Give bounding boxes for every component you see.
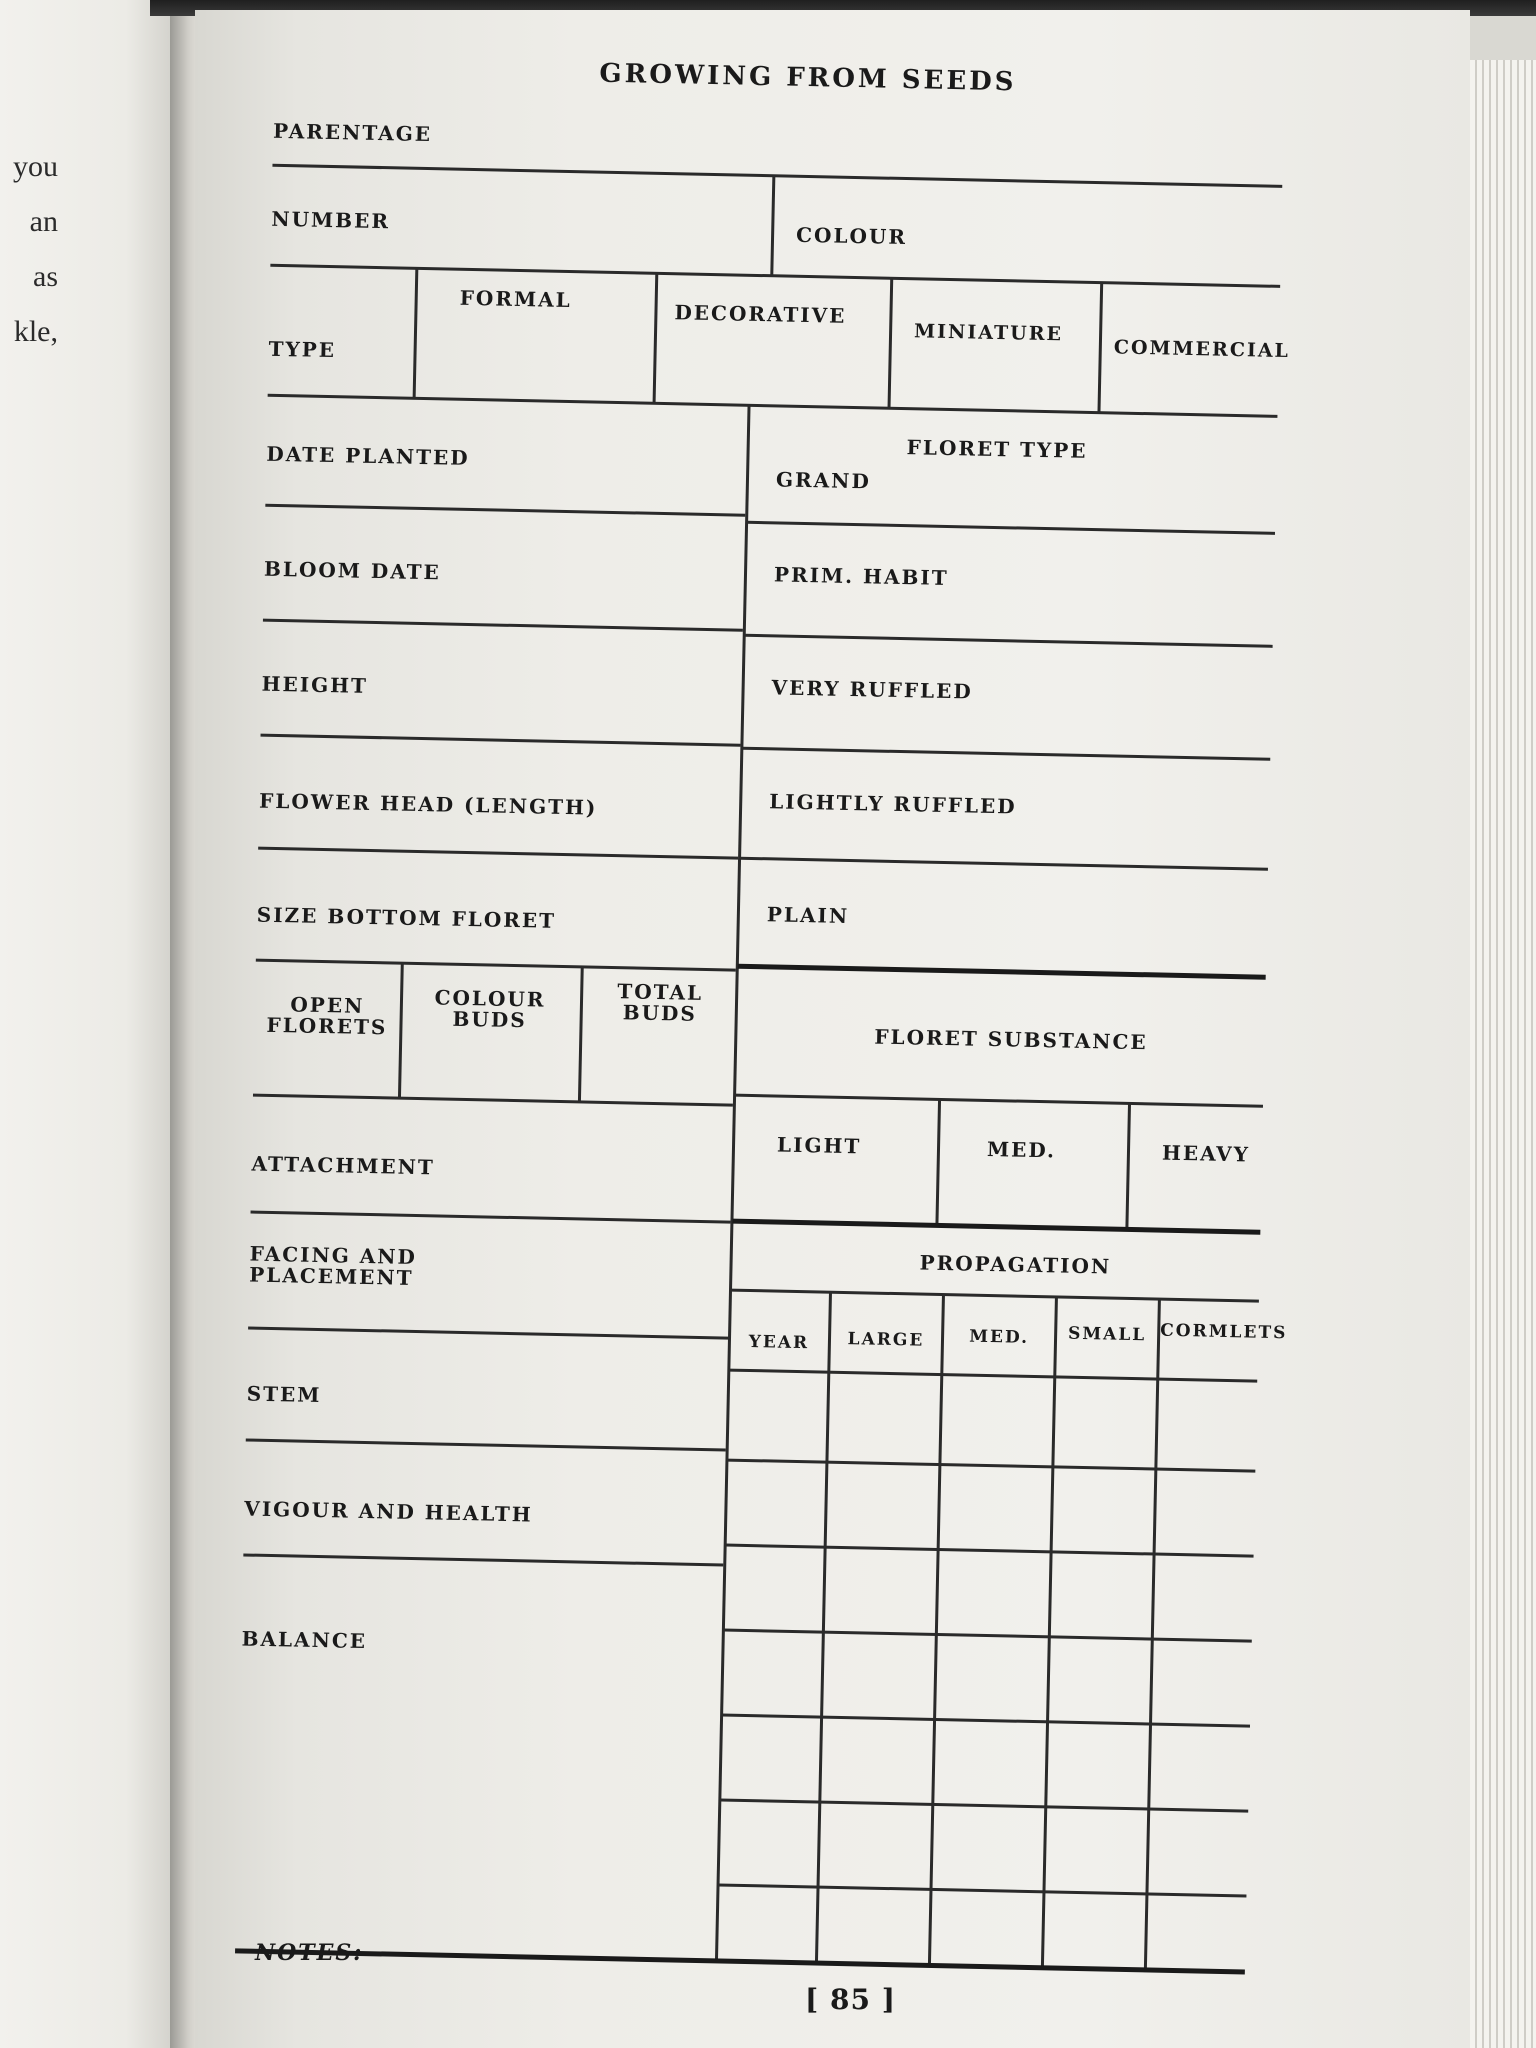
propagation-col-med: MED. xyxy=(968,1326,1030,1348)
type-divider xyxy=(1097,282,1103,412)
propagation-row-line xyxy=(727,1459,1255,1473)
substance-divider xyxy=(1125,1103,1131,1228)
notes-label: NOTES: xyxy=(255,1940,364,1966)
substance-line xyxy=(735,1094,1263,1108)
open-florets-line1: OPEN xyxy=(290,992,365,1018)
propagation-col-cormlets: CORMLETS xyxy=(1160,1320,1288,1344)
number-colour-divider xyxy=(770,175,775,275)
facing-line1: FACING AND xyxy=(249,1241,418,1270)
propagation-col-large: LARGE xyxy=(847,1329,925,1351)
propagation-row-line xyxy=(726,1544,1254,1558)
total-buds-line2: BUDS xyxy=(622,1000,698,1026)
balance-label: BALANCE xyxy=(241,1626,368,1654)
type-option-commercial: COMMERCIAL xyxy=(1113,336,1291,363)
type-divider xyxy=(653,273,659,403)
propagation-row-line xyxy=(720,1799,1248,1813)
type-divider xyxy=(413,268,419,398)
floret-line xyxy=(742,747,1270,761)
floret-option-very-ruffled: VERY RUFFLED xyxy=(771,675,973,704)
type-option-miniature: MINIATURE xyxy=(913,320,1064,346)
colour-buds-line1: COLOUR xyxy=(434,985,546,1012)
field-line xyxy=(253,1094,733,1107)
number-line xyxy=(270,264,1280,288)
open-florets-label xyxy=(254,994,400,1039)
left-page-text: you xyxy=(13,150,58,183)
field-line xyxy=(258,847,738,860)
buds-divider xyxy=(578,966,584,1101)
floret-line xyxy=(747,521,1275,535)
vigour-health-label: VIGOUR AND HEALTH xyxy=(244,1496,533,1527)
height-label: HEIGHT xyxy=(261,671,369,698)
propagation-col-divider xyxy=(1041,1296,1058,1966)
type-divider xyxy=(888,278,894,408)
parentage-label: PARENTAGE xyxy=(272,118,433,147)
field-line xyxy=(265,504,745,517)
field-line xyxy=(243,1553,723,1566)
left-page xyxy=(0,0,180,2048)
type-line xyxy=(268,394,1278,418)
field-line xyxy=(260,734,740,747)
substance-divider xyxy=(935,1099,941,1224)
center-divider xyxy=(715,405,751,1960)
type-label: TYPE xyxy=(268,336,337,363)
propagation-col-small: SMALL xyxy=(1067,1323,1147,1346)
propagation-row-line xyxy=(724,1629,1252,1643)
flower-head-label: FLOWER HEAD (LENGTH) xyxy=(258,788,598,820)
floret-line xyxy=(745,634,1273,648)
total-buds-line1: TOTAL xyxy=(617,979,704,1005)
floret-option-prim-habit: PRIM. HABIT xyxy=(773,562,949,591)
page-title: GROWING FROM SEEDS xyxy=(599,58,1017,98)
parentage-line xyxy=(272,164,1282,188)
floret-line xyxy=(740,857,1268,871)
propagation-col-divider xyxy=(815,1292,832,1962)
propagation-label: PROPAGATION xyxy=(919,1250,1112,1279)
date-planted-label: DATE PLANTED xyxy=(266,441,470,470)
left-page-text: an xyxy=(29,205,58,238)
substance-section-end xyxy=(732,1219,1260,1235)
substance-option-med: MED. xyxy=(986,1136,1057,1163)
colour-buds-label xyxy=(404,987,575,1033)
propagation-col-divider xyxy=(1144,1299,1161,1969)
seedling-record-form xyxy=(214,38,1365,2021)
floret-type-label: FLORET TYPE xyxy=(906,435,1088,463)
propagation-row-line xyxy=(719,1883,1247,1897)
colour-label: COLOUR xyxy=(795,222,908,250)
facing-line2: PLACEMENT xyxy=(248,1262,414,1290)
propagation-line xyxy=(731,1289,1259,1303)
stem-label: STEM xyxy=(246,1381,322,1408)
type-option-formal: FORMAL xyxy=(459,285,572,313)
page-edges xyxy=(1470,60,1536,2048)
size-bottom-floret-label: SIZE BOTTOM FLORET xyxy=(256,902,557,933)
field-line xyxy=(256,959,736,972)
substance-option-heavy: HEAVY xyxy=(1161,1140,1251,1167)
field-line xyxy=(248,1327,728,1340)
bloom-date-label: BLOOM DATE xyxy=(263,556,442,585)
number-label: NUMBER xyxy=(271,206,391,234)
floret-option-lightly-ruffled: LIGHTLY RUFFLED xyxy=(769,789,1017,819)
type-option-decorative: DECORATIVE xyxy=(674,300,847,328)
left-page-text: as xyxy=(33,260,58,293)
facing-placement-label xyxy=(248,1241,418,1290)
substance-option-light: LIGHT xyxy=(776,1132,862,1159)
propagation-col-divider xyxy=(928,1294,945,1964)
open-florets-line2: FLORETS xyxy=(266,1012,388,1040)
field-line xyxy=(246,1438,726,1451)
field-line xyxy=(251,1211,731,1224)
propagation-row-line xyxy=(722,1714,1250,1728)
propagation-row-line xyxy=(729,1369,1257,1383)
form-bottom-rule xyxy=(235,1948,1245,1974)
field-line xyxy=(263,619,743,632)
page-number: [ 85 ] xyxy=(805,1983,896,2016)
floret-option-grand: GRAND xyxy=(775,467,872,494)
left-page-text: kle, xyxy=(13,315,58,348)
attachment-label: ATTACHMENT xyxy=(251,1151,436,1180)
propagation-col-year: YEAR xyxy=(748,1332,810,1354)
buds-divider xyxy=(398,963,404,1098)
colour-buds-line2: BUDS xyxy=(452,1006,527,1033)
floret-substance-label: FLORET SUBSTANCE xyxy=(874,1024,1148,1055)
floret-section-end xyxy=(738,964,1266,980)
total-buds-label xyxy=(585,981,736,1026)
floret-option-plain: PLAIN xyxy=(766,902,850,929)
